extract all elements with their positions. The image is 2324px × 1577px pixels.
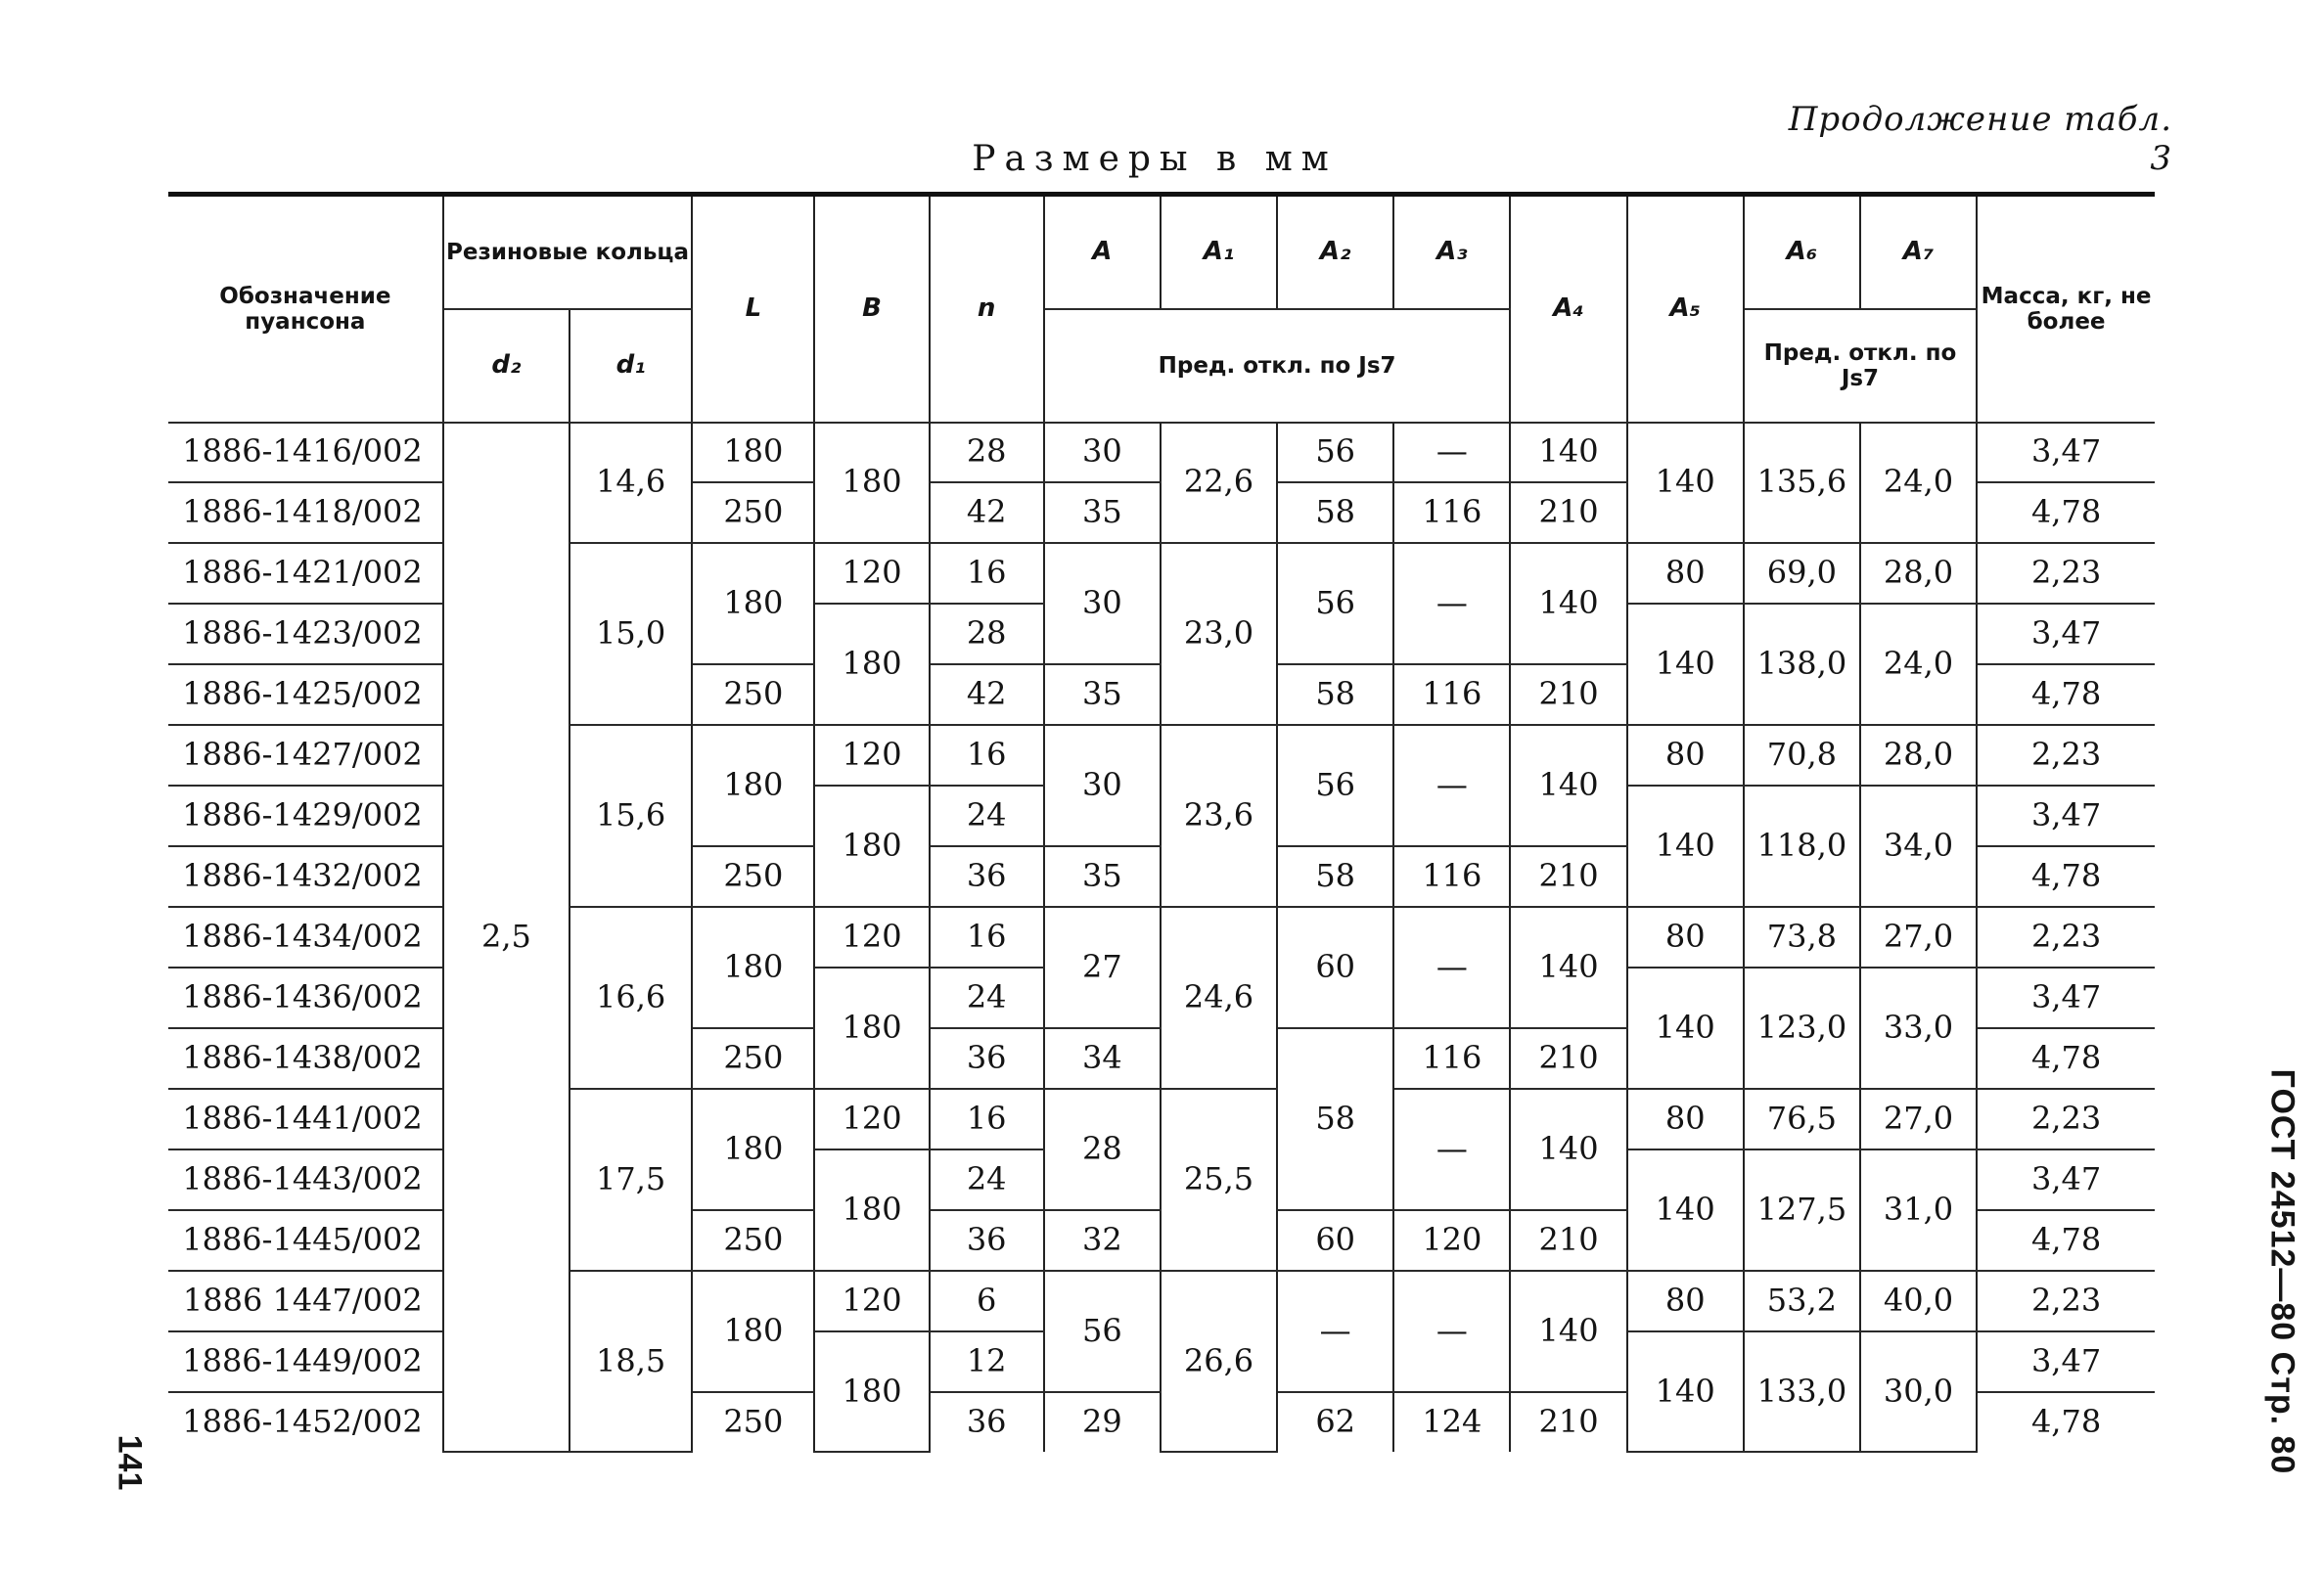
mass-cell: 4,78 — [1977, 664, 2155, 725]
mass-cell: 4,78 — [1977, 1210, 2155, 1271]
A4-cell: 140 — [1510, 543, 1626, 664]
L-cell: 250 — [692, 482, 814, 543]
L-cell: 180 — [692, 907, 814, 1028]
n-cell: 28 — [930, 423, 1044, 482]
A1-cell: 25,5 — [1161, 1089, 1277, 1271]
mass-cell: 4,78 — [1977, 482, 2155, 543]
A4-cell: 140 — [1510, 1089, 1626, 1210]
A3-cell: 116 — [1393, 482, 1510, 543]
A6-cell: 133,0 — [1744, 1331, 1860, 1452]
A5-cell: 80 — [1627, 1089, 1744, 1149]
header-A3: A₃ — [1393, 195, 1510, 310]
A1-cell: 22,6 — [1161, 423, 1277, 543]
mass-cell: 2,23 — [1977, 1089, 2155, 1149]
header-A2: A₂ — [1277, 195, 1393, 310]
A-cell: 30 — [1044, 543, 1161, 664]
header-A: A — [1044, 195, 1161, 310]
header-d1: d₁ — [570, 309, 692, 423]
d1-cell: 16,6 — [570, 907, 692, 1089]
A7-cell: 24,0 — [1860, 604, 1977, 725]
mass-cell: 3,47 — [1977, 1149, 2155, 1210]
designation-cell: 1886-1416/002 — [168, 423, 443, 482]
d1-cell: 15,6 — [570, 725, 692, 907]
designation-cell: 1886-1452/002 — [168, 1392, 443, 1452]
B-cell: 180 — [814, 786, 929, 907]
header-L: L — [692, 195, 814, 424]
A2-cell: — — [1277, 1271, 1393, 1392]
header-d2: d₂ — [443, 309, 570, 423]
mass-cell: 4,78 — [1977, 1028, 2155, 1089]
A2-cell: 60 — [1277, 1210, 1393, 1271]
A2-cell: 58 — [1277, 664, 1393, 725]
mass-cell: 3,47 — [1977, 1331, 2155, 1392]
L-cell: 180 — [692, 1089, 814, 1210]
A4-cell: 210 — [1510, 1392, 1626, 1452]
header-A7: A₇ — [1860, 195, 1977, 310]
A2-cell: 56 — [1277, 423, 1393, 482]
header-tolerance-A6A7: Пред. откл. по Js7 — [1744, 309, 1977, 423]
header-A5: A₅ — [1627, 195, 1744, 424]
header-mass: Масса, кг, не более — [1977, 195, 2155, 424]
A3-cell: 124 — [1393, 1392, 1510, 1452]
A2-cell: 58 — [1277, 482, 1393, 543]
A4-cell: 140 — [1510, 1271, 1626, 1392]
n-cell: 24 — [930, 786, 1044, 846]
mass-cell: 2,23 — [1977, 907, 2155, 968]
A-cell: 35 — [1044, 664, 1161, 725]
A-cell: 27 — [1044, 907, 1161, 1028]
A7-cell: 33,0 — [1860, 968, 1977, 1089]
A7-cell: 34,0 — [1860, 786, 1977, 907]
A-cell: 29 — [1044, 1392, 1161, 1452]
A5-cell: 140 — [1627, 604, 1744, 725]
A7-cell: 27,0 — [1860, 1089, 1977, 1149]
A-cell: 56 — [1044, 1271, 1161, 1392]
designation-cell: 1886-1418/002 — [168, 482, 443, 543]
A4-cell: 210 — [1510, 664, 1626, 725]
A4-cell: 210 — [1510, 482, 1626, 543]
n-cell: 42 — [930, 482, 1044, 543]
A7-cell: 31,0 — [1860, 1149, 1977, 1271]
L-cell: 250 — [692, 664, 814, 725]
A-cell: 32 — [1044, 1210, 1161, 1271]
A3-cell: — — [1393, 1089, 1510, 1210]
L-cell: 250 — [692, 1028, 814, 1089]
B-cell: 180 — [814, 1149, 929, 1271]
designation-cell: 1886-1429/002 — [168, 786, 443, 846]
header-n: n — [930, 195, 1044, 424]
A3-cell: 116 — [1393, 664, 1510, 725]
A6-cell: 70,8 — [1744, 725, 1860, 786]
n-cell: 24 — [930, 1149, 1044, 1210]
A6-cell: 76,5 — [1744, 1089, 1860, 1149]
A3-cell: 116 — [1393, 1028, 1510, 1089]
A-cell: 30 — [1044, 725, 1161, 846]
header-A6: A₆ — [1744, 195, 1860, 310]
A5-cell: 80 — [1627, 907, 1744, 968]
A5-cell: 140 — [1627, 1149, 1744, 1271]
header-tolerance-main: Пред. откл. по Js7 — [1044, 309, 1511, 423]
header-rubber-rings: Резиновые кольца — [443, 195, 692, 310]
page-number — [102, 1419, 157, 1507]
A4-cell: 210 — [1510, 846, 1626, 907]
B-cell: 180 — [814, 604, 929, 725]
A3-cell: — — [1393, 423, 1510, 482]
n-cell: 16 — [930, 907, 1044, 968]
mass-cell: 3,47 — [1977, 423, 2155, 482]
mass-cell: 2,23 — [1977, 1271, 2155, 1331]
table-row — [168, 423, 2155, 482]
designation-cell: 1886-1441/002 — [168, 1089, 443, 1149]
A2-cell: 62 — [1277, 1392, 1393, 1452]
designation-cell: 1886-1434/002 — [168, 907, 443, 968]
A7-cell: 28,0 — [1860, 725, 1977, 786]
side-label — [2255, 1066, 2309, 1477]
A3-cell: — — [1393, 725, 1510, 846]
A-cell: 35 — [1044, 846, 1161, 907]
B-cell: 120 — [814, 1089, 929, 1149]
A5-cell: 80 — [1627, 1271, 1744, 1331]
dimension-table — [168, 192, 2155, 1453]
A7-cell: 27,0 — [1860, 907, 1977, 968]
A6-cell: 138,0 — [1744, 604, 1860, 725]
B-cell: 120 — [814, 1271, 929, 1331]
header-A4: A₄ — [1510, 195, 1626, 424]
header-B: B — [814, 195, 929, 424]
A1-cell: 26,6 — [1161, 1271, 1277, 1452]
B-cell: 120 — [814, 543, 929, 604]
n-cell: 12 — [930, 1331, 1044, 1392]
side-label-text: ГОСТ 24512—80 Стр. 80 — [2263, 1068, 2301, 1475]
L-cell: 180 — [692, 1271, 814, 1392]
A4-cell: 210 — [1510, 1028, 1626, 1089]
A5-cell: 80 — [1627, 725, 1744, 786]
n-cell: 6 — [930, 1271, 1044, 1331]
A3-cell: 120 — [1393, 1210, 1510, 1271]
units-title: Размеры в мм — [972, 139, 1338, 179]
n-cell: 36 — [930, 1028, 1044, 1089]
designation-cell: 1886-1421/002 — [168, 543, 443, 604]
designation-cell: 1886-1425/002 — [168, 664, 443, 725]
n-cell: 24 — [930, 968, 1044, 1028]
A4-cell: 140 — [1510, 907, 1626, 1028]
mass-cell: 4,78 — [1977, 846, 2155, 907]
A7-cell: 28,0 — [1860, 543, 1977, 604]
continuation-note: Продолжение табл. 3 — [1788, 100, 2172, 178]
n-cell: 16 — [930, 1089, 1044, 1149]
A-cell: 28 — [1044, 1089, 1161, 1210]
mass-cell: 2,23 — [1977, 543, 2155, 604]
A5-cell: 80 — [1627, 543, 1744, 604]
A4-cell: 140 — [1510, 423, 1626, 482]
A7-cell: 30,0 — [1860, 1331, 1977, 1452]
mass-cell: 2,23 — [1977, 725, 2155, 786]
A-cell: 34 — [1044, 1028, 1161, 1089]
A3-cell: — — [1393, 543, 1510, 664]
B-cell: 120 — [814, 725, 929, 786]
n-cell: 36 — [930, 1392, 1044, 1452]
n-cell: 16 — [930, 543, 1044, 604]
designation-cell: 1886-1432/002 — [168, 846, 443, 907]
n-cell: 36 — [930, 846, 1044, 907]
designation-cell: 1886-1423/002 — [168, 604, 443, 664]
header-designation: Обозначение пуансона — [168, 195, 443, 424]
A4-cell: 210 — [1510, 1210, 1626, 1271]
A1-cell: 23,0 — [1161, 543, 1277, 725]
A3-cell: 116 — [1393, 846, 1510, 907]
designation-cell: 1886-1445/002 — [168, 1210, 443, 1271]
d1-cell: 18,5 — [570, 1271, 692, 1452]
B-cell: 180 — [814, 423, 929, 543]
L-cell: 250 — [692, 846, 814, 907]
A4-cell: 140 — [1510, 725, 1626, 846]
A2-cell: 60 — [1277, 907, 1393, 1028]
A5-cell: 140 — [1627, 786, 1744, 907]
B-cell: 180 — [814, 1331, 929, 1452]
A2-cell: 58 — [1277, 846, 1393, 907]
L-cell: 250 — [692, 1392, 814, 1452]
designation-cell: 1886-1438/002 — [168, 1028, 443, 1089]
B-cell: 180 — [814, 968, 929, 1089]
n-cell: 16 — [930, 725, 1044, 786]
mass-cell: 3,47 — [1977, 604, 2155, 664]
mass-cell: 3,47 — [1977, 786, 2155, 846]
d1-cell: 17,5 — [570, 1089, 692, 1271]
A7-cell: 40,0 — [1860, 1271, 1977, 1331]
L-cell: 250 — [692, 1210, 814, 1271]
A2-cell: 56 — [1277, 543, 1393, 664]
d2-cell: 2,5 — [443, 423, 570, 1452]
A6-cell: 118,0 — [1744, 786, 1860, 907]
page-number-text: 141 — [111, 1434, 149, 1491]
designation-cell: 1886 1447/002 — [168, 1271, 443, 1331]
header-A1: A₁ — [1161, 195, 1277, 310]
A6-cell: 127,5 — [1744, 1149, 1860, 1271]
A5-cell: 140 — [1627, 968, 1744, 1089]
A3-cell: — — [1393, 907, 1510, 1028]
A1-cell: 24,6 — [1161, 907, 1277, 1089]
d1-cell: 15,0 — [570, 543, 692, 725]
mass-cell: 3,47 — [1977, 968, 2155, 1028]
A6-cell: 53,2 — [1744, 1271, 1860, 1331]
A6-cell: 135,6 — [1744, 423, 1860, 543]
A7-cell: 24,0 — [1860, 423, 1977, 543]
A2-cell: 56 — [1277, 725, 1393, 846]
designation-cell: 1886-1443/002 — [168, 1149, 443, 1210]
B-cell: 120 — [814, 907, 929, 968]
L-cell: 180 — [692, 423, 814, 482]
L-cell: 180 — [692, 725, 814, 846]
designation-cell: 1886-1449/002 — [168, 1331, 443, 1392]
n-cell: 42 — [930, 664, 1044, 725]
A-cell: 30 — [1044, 423, 1161, 482]
d1-cell: 14,6 — [570, 423, 692, 543]
A5-cell: 140 — [1627, 423, 1744, 543]
n-cell: 36 — [930, 1210, 1044, 1271]
designation-cell: 1886-1436/002 — [168, 968, 443, 1028]
A6-cell: 69,0 — [1744, 543, 1860, 604]
mass-cell: 4,78 — [1977, 1392, 2155, 1452]
A6-cell: 123,0 — [1744, 968, 1860, 1089]
A5-cell: 140 — [1627, 1331, 1744, 1452]
A-cell: 35 — [1044, 482, 1161, 543]
A2-cell: 58 — [1277, 1028, 1393, 1210]
A3-cell: — — [1393, 1271, 1510, 1392]
designation-cell: 1886-1427/002 — [168, 725, 443, 786]
A6-cell: 73,8 — [1744, 907, 1860, 968]
A1-cell: 23,6 — [1161, 725, 1277, 907]
L-cell: 180 — [692, 543, 814, 664]
n-cell: 28 — [930, 604, 1044, 664]
